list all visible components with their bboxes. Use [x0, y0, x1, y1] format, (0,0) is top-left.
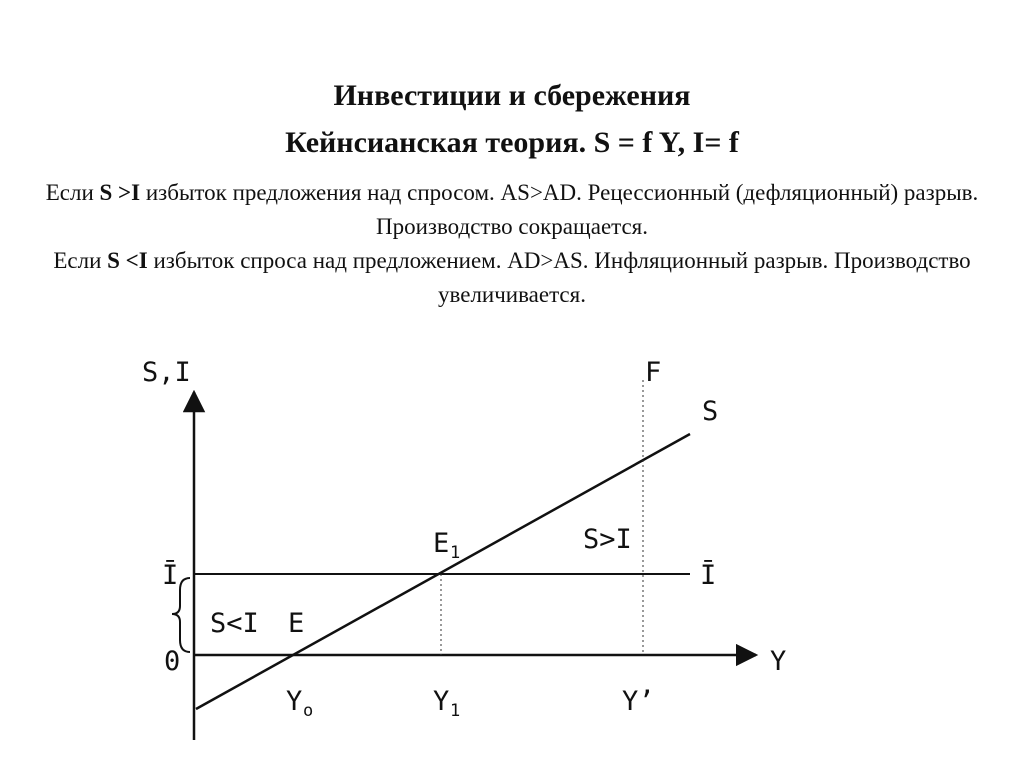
y1-label: Y [433, 686, 450, 717]
i-bar-right-label: Ī [700, 560, 717, 591]
y1-subscript: 1 [450, 701, 461, 721]
origin-label: 0 [164, 646, 181, 677]
e1-subscript: 1 [450, 543, 461, 563]
i-bar-left-label: Ī [162, 560, 179, 591]
y-axis-label: S,I [142, 357, 191, 388]
s-less-i-label: S<I [210, 608, 259, 639]
p1-prefix: Если [45, 180, 100, 205]
s-greater-i-label: S>I [583, 524, 632, 555]
p2-condition: S <I [107, 248, 148, 273]
savings-line [196, 434, 690, 709]
x-axis-label: Y [770, 646, 787, 677]
y0-label: Y [286, 686, 303, 717]
p1-condition: S >I [99, 180, 141, 205]
y0-subscript: o [303, 701, 314, 721]
e-label: E [288, 608, 305, 639]
s-line-label: S [702, 396, 719, 427]
p2-prefix: Если [53, 248, 108, 273]
p2-rest: избыток спроса над предложением. AD>AS. Инфляционный разрыв. Производство увеличивается. [147, 248, 971, 307]
f-label: F [645, 357, 662, 388]
title-line-2: Кейнсианская теория. S = f Y, I= f [285, 126, 739, 159]
p1-rest: избыток предложения над спросом. AS>AD. Рецессионный (дефляционный) разрыв. Производство сокращается. [140, 180, 979, 239]
e1-label: E [433, 528, 450, 559]
title-line-1: Инвестиции и сбережения [333, 79, 691, 112]
y-prime-label: Y’ [622, 686, 655, 717]
